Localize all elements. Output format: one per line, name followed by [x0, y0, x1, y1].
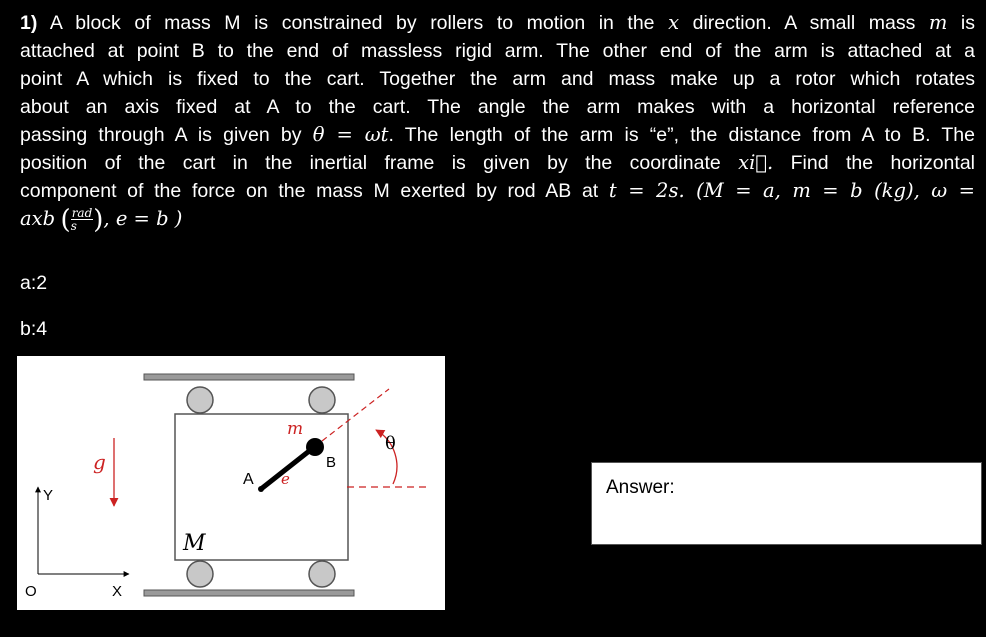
- problem-line-1: 1) A block of mass M is constrained by rollers to motion in the x direction. A small mass m is: [20, 11, 975, 34]
- omega-unit-fraction: $\frac{\text{rad}}{s}$: [70, 206, 93, 234]
- label-e: e: [281, 470, 290, 488]
- label-O: O: [25, 583, 37, 600]
- bottom-rail: [144, 590, 354, 596]
- problem-line-2: attached at point B to the end of massless rigid arm. The other end of the arm is attached at a: [20, 40, 975, 62]
- problem-line-3: point A which is fixed to the cart. Together the arm and mass make up a rotor which rotates: [20, 68, 975, 90]
- label-B: B: [326, 454, 337, 471]
- answer-field[interactable]: [591, 462, 982, 545]
- label-X: X: [112, 583, 123, 600]
- roller-top-left: [187, 387, 213, 413]
- param-b: b:4: [20, 318, 48, 340]
- label-g: g: [93, 450, 106, 474]
- problem-number: 1): [20, 12, 38, 34]
- problem-line-7: component of the force on the mass M exerted by rod AB at t = 2s. (M = a, m = b (kg), ω =: [20, 179, 975, 202]
- problem-line-8: axb ( $\frac{\text{rad}}{s}$ ), e = b ): [20, 204, 183, 235]
- pivot-a: [258, 486, 264, 492]
- roller-bottom-right: [309, 561, 335, 587]
- problem-line-5: passing through A is given by θ = ωt. The length of the arm is “e”, the distance from A to B. The: [20, 123, 975, 146]
- label-Y: Y: [43, 487, 54, 504]
- mechanism-diagram: [17, 356, 445, 610]
- mass-m: [306, 438, 324, 456]
- problem-line-6: position of the cart in the inertial frame is given by the coordinate xi⃗. Find the horizontal: [20, 151, 975, 174]
- label-m: m: [287, 419, 304, 439]
- mechanism-figure: [17, 356, 445, 610]
- problem-line-4: about an axis fixed at A to the cart. The angle the arm makes with a horizontal reference: [20, 96, 975, 118]
- problem-text: [20, 9, 975, 234]
- param-a: a:2: [20, 272, 48, 294]
- label-A: A: [243, 471, 254, 488]
- roller-bottom-left: [187, 561, 213, 587]
- top-rail: [144, 374, 354, 380]
- label-theta: θ: [385, 433, 396, 454]
- label-M: M: [183, 531, 206, 556]
- roller-top-right: [309, 387, 335, 413]
- answer-label: Answer:: [606, 477, 675, 498]
